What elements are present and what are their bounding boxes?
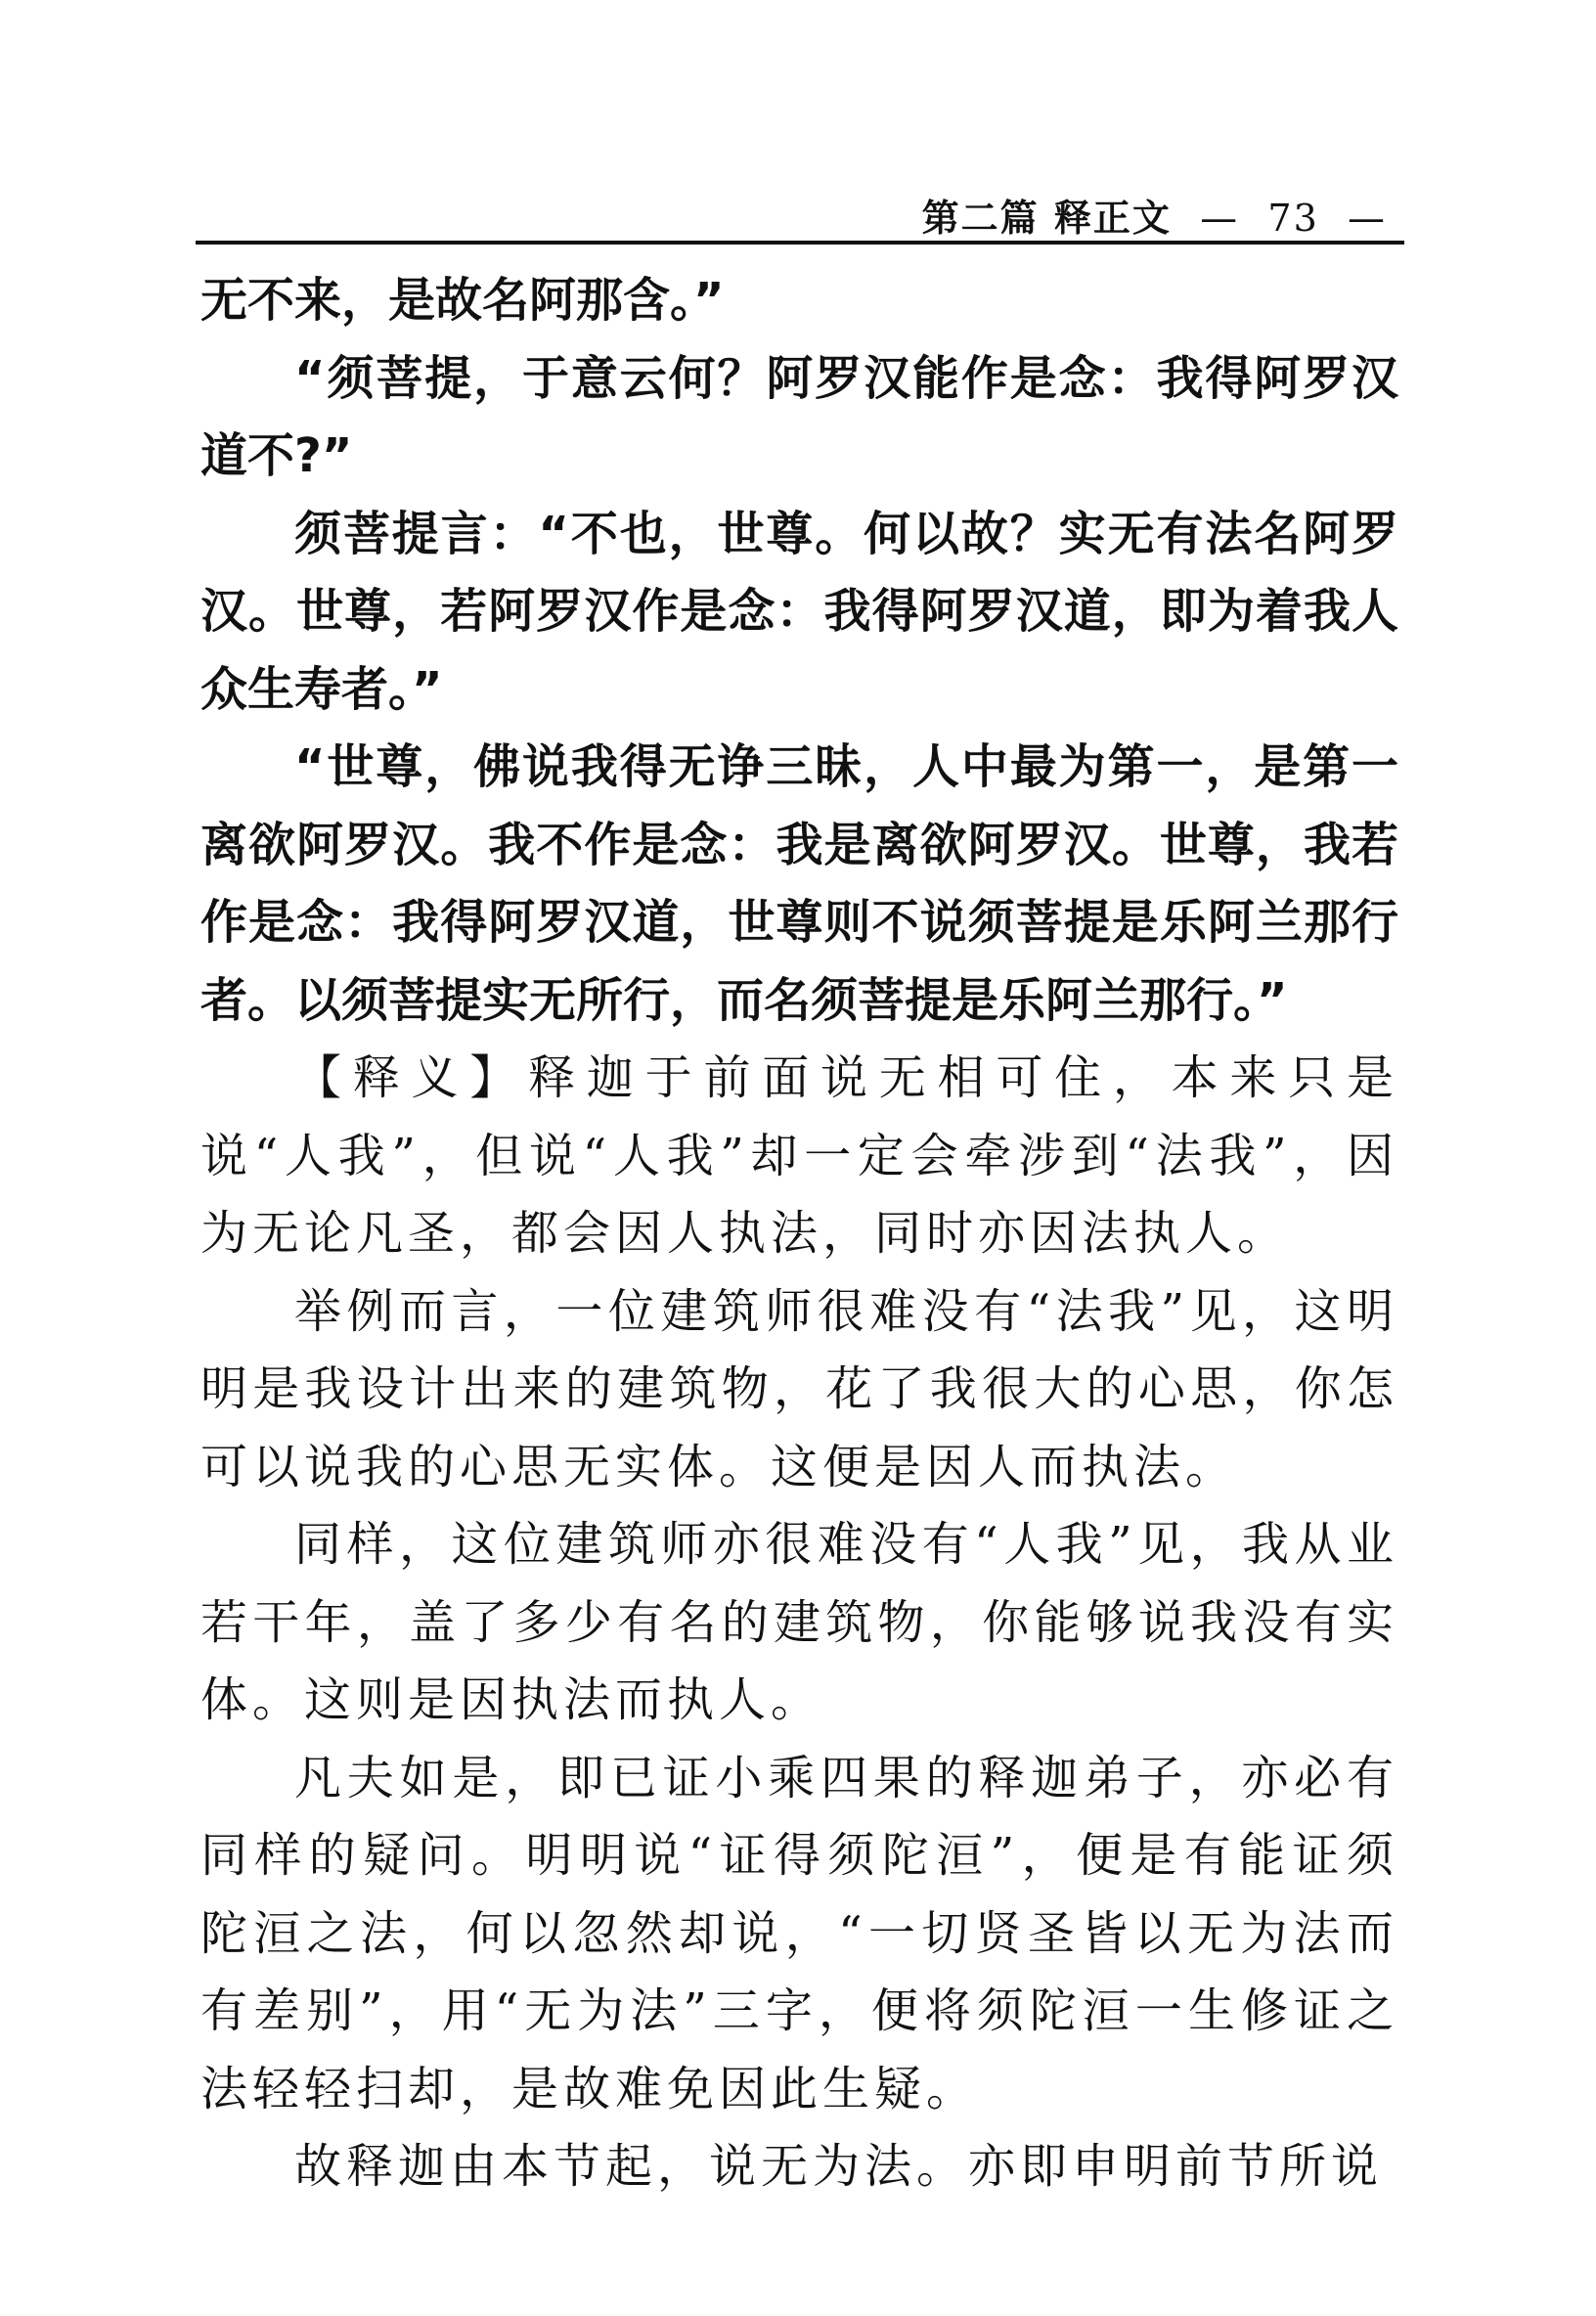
page-number: 73 <box>1267 197 1319 240</box>
commentary-paragraph-3: 凡夫如是，即已证小乘四果的释迦弟子，亦必有同样的疑问。明明说“证得须陀洹”，便是有能证须陀洹之法，何以忽然却说，“一切贤圣皆以无为法而有差别”，用“无为法”三字，便将须陀洹一生修证之法轻轻扫却，是故难免因此生疑。 <box>200 1750 1398 2116</box>
body-text <box>200 262 1398 2206</box>
sutra-paragraph-3: “世尊，佛说我得无诤三昧，人中最为第一，是第一离欲阿罗汉。我不作是念：我是离欲阿罗汉。世尊，我若作是念：我得阿罗汉道，世尊则不说须菩提是乐阿兰那行者。以须菩提实无所行，而名须菩提是乐阿兰那行。” <box>200 739 1398 1028</box>
running-head <box>922 188 1400 242</box>
chapter-label: 释正文 <box>1053 197 1172 240</box>
part-label: 第二篇 <box>921 197 1040 240</box>
sutra-paragraph-1: “须菩提，于意云何？阿罗汉能作是念：我得阿罗汉道不?” <box>200 350 1398 483</box>
commentary-paragraph-0: 【释义】释迦于前面说无相可住，本来只是说“人我”，但说“人我”却一定会牵涉到“法我”，因为无论凡圣，都会因人执法，同时亦因法执人。 <box>200 1050 1398 1261</box>
dash-right: — <box>1348 197 1387 240</box>
sutra-paragraph-2: 须菩提言：“不也，世尊。何以故？实无有法名阿罗汉。世尊，若阿罗汉作是念：我得阿罗汉道，即为着我人众生寿者。” <box>200 506 1398 717</box>
sutra-paragraph-0: 无不来，是故名阿那含。” <box>200 273 725 328</box>
commentary-paragraph-1: 举例而言，一位建筑师很难没有“法我”见，这明明是我设计出来的建筑物，花了我很大的心思，你怎可以说我的心思无实体。这便是因人而执法。 <box>200 1283 1398 1494</box>
commentary-paragraph-2: 同样，这位建筑师亦很难没有“人我”见，我从业若干年，盖了多少有名的建筑物，你能够说我没有实体。这则是因执法而执人。 <box>200 1517 1398 1727</box>
dash-left: — <box>1200 197 1240 240</box>
header-rule <box>196 241 1404 245</box>
commentary-paragraph-4: 故释迦由本节起，说无为法。亦即申明前节所说 <box>294 2139 1384 2194</box>
